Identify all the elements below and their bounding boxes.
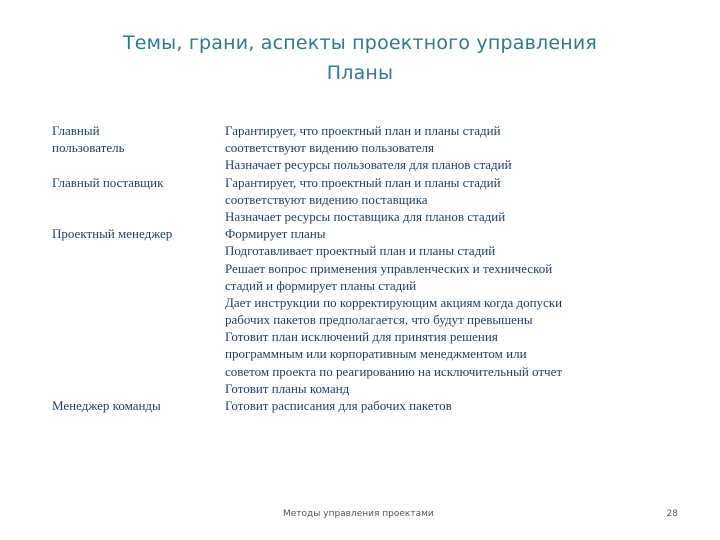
duty-line: соответствуют видению пользователя xyxy=(225,140,435,156)
duty-line: Гарантирует, что проектный план и планы стадий xyxy=(225,123,501,138)
role-line xyxy=(52,380,222,397)
role-line: пользователь xyxy=(52,140,125,156)
roles-column xyxy=(52,122,222,414)
duty-line: Гарантирует, что проектный план и планы стадий xyxy=(225,174,501,190)
duty-line: Назначает ресурсы поставщика для планов стадий xyxy=(225,208,506,224)
role-line xyxy=(52,277,222,294)
duty-line: Решает вопрос применения управленческих и технической xyxy=(225,260,553,276)
role-line xyxy=(52,260,222,277)
role-line xyxy=(52,363,222,380)
role-line xyxy=(52,208,222,225)
role-line xyxy=(52,294,222,311)
role-line: Проектный менеджер xyxy=(52,226,173,242)
duty-line: Формирует планы xyxy=(225,226,326,242)
duty-line: Готовит планы команд xyxy=(225,380,350,396)
role-line: Менеджер команды xyxy=(52,398,161,413)
duty-line: стадий и формирует планы стадий xyxy=(225,277,417,293)
role-line: Главный xyxy=(52,123,100,138)
duty-line: программным или корпоративным менеджментом или xyxy=(225,346,527,362)
role-line: Главный поставщик xyxy=(52,174,164,190)
role-line xyxy=(52,345,222,362)
page-number: 28 xyxy=(666,509,678,519)
duty-line: Готовит расписания для рабочих пакетов xyxy=(225,398,452,413)
role-line xyxy=(52,311,222,328)
duty-line: Подготавливает проектный план и планы стадий xyxy=(225,243,496,259)
duties-column xyxy=(225,122,675,414)
duty-line: Дает инструкции по корректирующим акциям когда допуски xyxy=(225,294,563,310)
role-line xyxy=(52,156,222,173)
footer-caption: Методы управления проектами xyxy=(283,509,434,519)
role-line xyxy=(52,191,222,208)
slide-title xyxy=(0,28,720,88)
duty-line: Готовит план исключений для принятия решения xyxy=(225,329,498,345)
slide-title-line-2: Планы xyxy=(326,62,394,84)
duty-line: соответствуют видению поставщика xyxy=(225,191,428,207)
role-line xyxy=(52,328,222,345)
duty-line: Назначает ресурсы пользователя для планов стадий xyxy=(225,157,512,173)
role-line xyxy=(52,242,222,259)
slide-title-line-1: Темы, грани, аспекты проектного управления xyxy=(122,32,598,54)
duty-line: рабочих пакетов предполагается, что будут превышены xyxy=(225,312,533,328)
duty-line: советом проекта по реагированию на исключительный отчет xyxy=(225,363,563,379)
